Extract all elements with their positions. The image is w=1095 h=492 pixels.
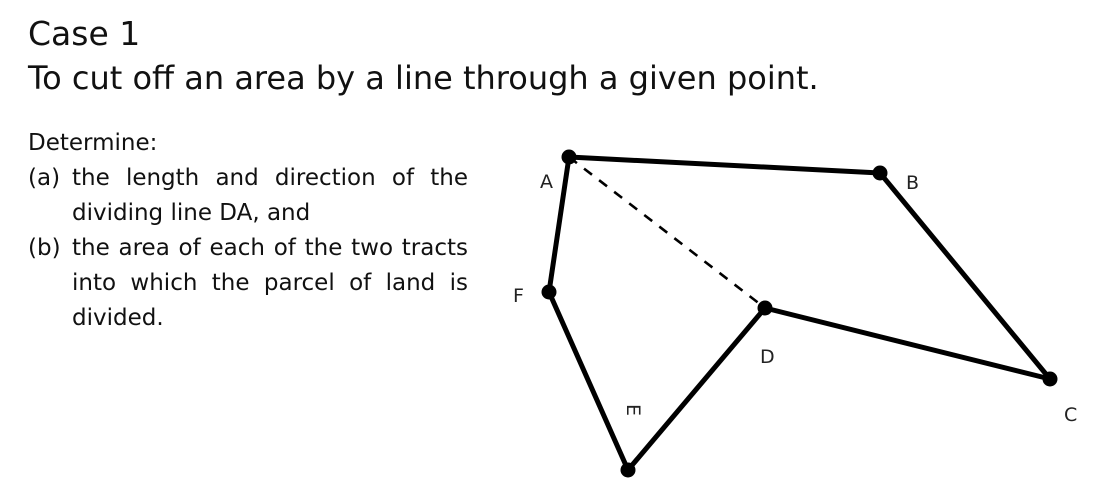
problem-intro: Determine: <box>28 130 158 156</box>
vertex-label-a: A <box>540 171 553 193</box>
vertex-b-point <box>873 166 888 181</box>
vertex-label-f: F <box>513 285 524 307</box>
vertex-a-point <box>562 150 577 165</box>
case-number: Case 1 <box>28 14 141 53</box>
item-b-text: the area of each of the two tracts into which the parcel of land is divided. <box>72 235 468 331</box>
vertex-c-point <box>1043 372 1058 387</box>
vertex-d-point <box>758 301 773 316</box>
dividing-line-da <box>569 157 765 308</box>
item-a-marker: (a) <box>28 165 61 191</box>
vertex-label-d: D <box>760 346 775 368</box>
edge-de <box>628 308 765 470</box>
item-a-text: the length and direction of the dividing line DA, and <box>72 165 468 226</box>
vertex-label-e: E <box>622 404 644 417</box>
edge-ef <box>549 292 628 470</box>
case-title: To cut off an area by a line through a given point. <box>28 59 819 97</box>
vertex-label-b: B <box>906 172 920 194</box>
item-b-marker: (b) <box>28 235 61 261</box>
edge-cd <box>765 308 1050 379</box>
vertex-label-c: C <box>1064 404 1078 426</box>
edge-bc <box>880 173 1050 379</box>
edge-ab <box>569 157 880 173</box>
vertex-f-point <box>542 285 557 300</box>
vertex-e-point <box>621 463 636 478</box>
